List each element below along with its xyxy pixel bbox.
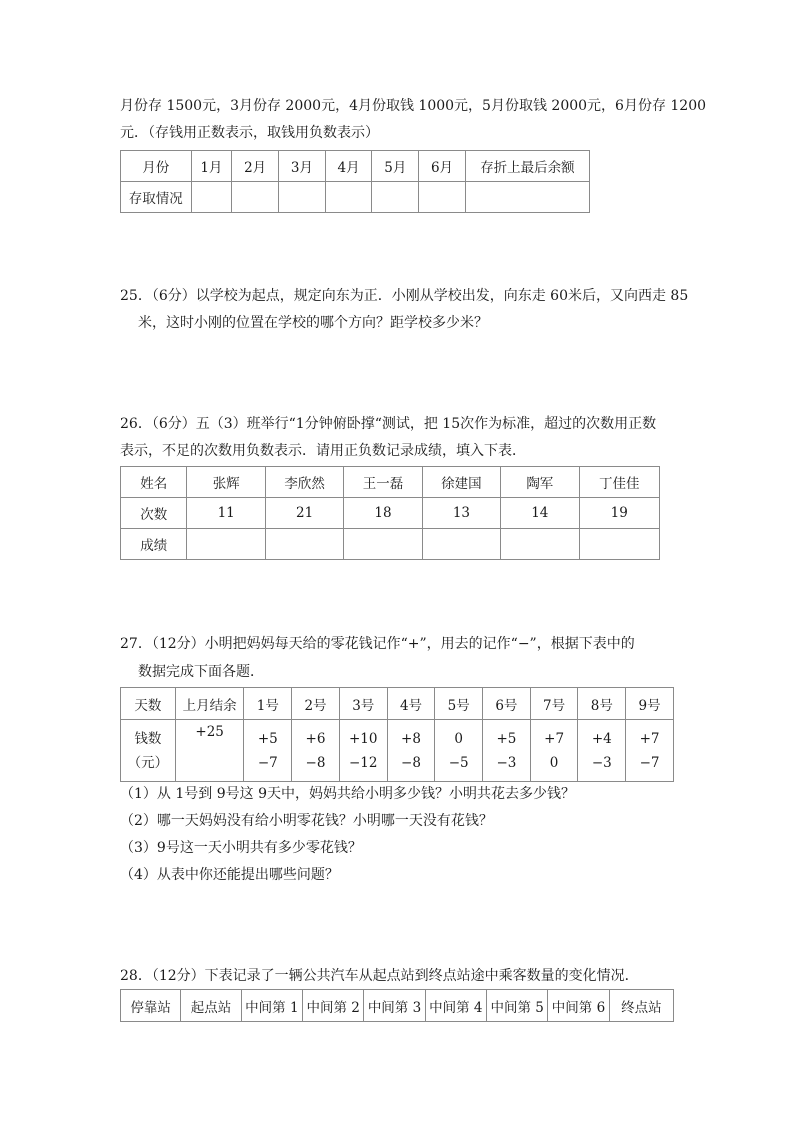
- q27-value-cell: [244, 720, 292, 782]
- q26-blank-cell: [187, 529, 265, 560]
- q27-value-top: +4: [591, 730, 612, 747]
- q28-header-cell: 起点站: [181, 990, 241, 1022]
- q26-blank-cell: [579, 529, 659, 560]
- q27-value-bottom: −8: [401, 754, 421, 771]
- q27-header-cell: 1号: [244, 688, 292, 720]
- q26-score-label: 成绩: [121, 529, 187, 560]
- q27-value-top: +10: [348, 730, 378, 747]
- q25-line2: 米，这时小刚的位置在学校的哪个方向？距学校多少米？: [138, 315, 488, 331]
- q27-header-cell: 9号: [626, 688, 674, 720]
- q27-value-cell: [626, 720, 674, 782]
- q24-header-cell: 4月: [325, 151, 372, 182]
- q28-header-cell: 中间第 2: [303, 990, 364, 1022]
- q27-value-bottom: 0: [549, 754, 559, 771]
- q27-value-cell: [292, 720, 340, 782]
- q27-value-cell: [483, 720, 531, 782]
- q27-question-2: （2）哪一天妈妈没有给小明零花钱？小明哪一天没有花钱？: [120, 813, 493, 829]
- q27-value-cell: [175, 720, 244, 782]
- q24-blank-cell: [372, 182, 419, 213]
- q27-value-top: +5: [496, 730, 517, 747]
- q28-header-cell: 中间第 1: [241, 990, 302, 1022]
- q26-name-cell: 徐建国: [422, 467, 500, 498]
- q26-count-cell: 21: [265, 498, 343, 529]
- q26-line1: 26．（6分）五（3）班举行“1分钟俯卧撑“测试，把 15次作为标准，超过的次数用正数: [120, 416, 657, 432]
- q26-blank-cell: [422, 529, 500, 560]
- q26-name-cell: 李欣然: [265, 467, 343, 498]
- q27-header-cell: 6号: [483, 688, 531, 720]
- q26-counts-label: 次数: [121, 498, 187, 529]
- q24-blank-cell: [465, 182, 589, 213]
- q24-blank-cell: [325, 182, 372, 213]
- q28-header-cell: 终点站: [609, 990, 673, 1022]
- q26-names-label: 姓名: [121, 467, 187, 498]
- q27-header-cell: 3号: [339, 688, 387, 720]
- q24-table: [120, 150, 590, 213]
- q27-value-bottom: −7: [257, 754, 278, 771]
- q28-header-cell: 中间第 4: [425, 990, 486, 1022]
- q27-row-label-2: （元）: [127, 754, 169, 771]
- q26-count-cell: 18: [344, 498, 422, 529]
- q27-value-bottom: −5: [448, 754, 469, 771]
- q26-name-cell: 王一磊: [344, 467, 422, 498]
- q27-value-bottom: −7: [639, 754, 660, 771]
- q27-header-label: 天数: [121, 688, 176, 720]
- q27-value-cell: [435, 720, 483, 782]
- q28-header-cell: 中间第 3: [364, 990, 425, 1022]
- q26-name-cell: 张辉: [187, 467, 265, 498]
- q28-line1: 28．（12分）下表记录了一辆公共汽车从起点站到终点站途中乘客数量的变化情况．: [120, 968, 639, 984]
- q27-value-cell: [339, 720, 387, 782]
- q27-value-top: +6: [305, 730, 326, 747]
- q27-header-cell: 8号: [578, 688, 626, 720]
- q24-blank-cell: [232, 182, 279, 213]
- q26-table: [120, 466, 660, 560]
- q26-name-cell: 陶军: [501, 467, 579, 498]
- q26-count-cell: 11: [187, 498, 265, 529]
- q26-name-cell: 丁佳佳: [579, 467, 659, 498]
- q26-line2: 表示，不足的次数用负数表示．请用正负数记录成绩，填入下表．: [120, 443, 526, 459]
- q26-blank-cell: [344, 529, 422, 560]
- q27-header-cell: 5号: [435, 688, 483, 720]
- q25-line1: 25．（6分）以学校为起点，规定向东为正．小刚从学校出发，向东走 60米后，又向西走 85: [120, 288, 689, 304]
- q27-value-top: +25: [195, 724, 224, 740]
- q28-header-cell: 中间第 5: [487, 990, 548, 1022]
- q27-header-cell: 上月结余: [175, 688, 244, 720]
- q27-value-bottom: −8: [305, 754, 326, 771]
- q27-row-label: [121, 720, 176, 782]
- q28-table: [120, 989, 674, 1022]
- q26-count-cell: 14: [501, 498, 579, 529]
- q27-value-top: +8: [401, 730, 421, 747]
- q27-value-cell: [530, 720, 578, 782]
- q27-value-bottom: −3: [591, 754, 612, 771]
- q24-header-cell: 5月: [372, 151, 419, 182]
- q26-count-cell: 19: [579, 498, 659, 529]
- q24-blank-cell: [419, 182, 466, 213]
- q27-header-cell: 7号: [530, 688, 578, 720]
- q24-header-cell: 月份: [121, 151, 192, 182]
- q24-blank-cell: [279, 182, 326, 213]
- q24-header-cell: 6月: [419, 151, 466, 182]
- q27-table: [120, 687, 674, 782]
- q27-value-top: +7: [544, 730, 565, 747]
- q27-question-4: （4）从表中你还能提出哪些问题？: [120, 867, 339, 883]
- q27-value-top: +7: [639, 730, 660, 747]
- q26-count-cell: 13: [422, 498, 500, 529]
- q27-header-cell: 2号: [292, 688, 340, 720]
- q27-value-top: 0: [454, 730, 463, 747]
- q27-value-bottom: −12: [348, 754, 378, 771]
- q28-header-cell: 停靠站: [121, 990, 181, 1022]
- q24-header-cell: 3月: [279, 151, 326, 182]
- q24-line1: 月份存 1500元，3月份存 2000元，4月份取钱 1000元，5月份取钱 2000元，6月份存 1200: [120, 98, 707, 114]
- q27-value-cell: [387, 720, 435, 782]
- q27-line1: 27．（12分）小明把妈妈每天给的零花钱记作“+”，用去的记作“−”，根据下表中的: [120, 636, 635, 652]
- q27-value-cell: [578, 720, 626, 782]
- q24-header-cell: 2月: [232, 151, 279, 182]
- q27-value-bottom: −3: [496, 754, 517, 771]
- q27-line2: 数据完成下面各题．: [138, 664, 264, 680]
- q24-line2: 元．（存钱用正数表示，取钱用负数表示）: [120, 125, 379, 141]
- q27-question-1: （1）从 1号到 9号这 9天中，妈妈共给小明多少钱？小明共花去多少钱？: [120, 786, 575, 802]
- q27-value-top: +5: [257, 730, 278, 747]
- q28-header-cell: 中间第 6: [548, 990, 609, 1022]
- q27-header-cell: 4号: [387, 688, 435, 720]
- q26-blank-cell: [265, 529, 343, 560]
- q24-header-cell: 1月: [191, 151, 232, 182]
- q24-row-label: 存取情况: [121, 182, 192, 213]
- q24-header-cell: 存折上最后余额: [465, 151, 589, 182]
- q27-question-3: （3）9号这一天小明共有多少零花钱？: [120, 840, 362, 856]
- q26-blank-cell: [501, 529, 579, 560]
- q27-row-label-1: 钱数: [134, 730, 162, 747]
- q24-blank-cell: [191, 182, 232, 213]
